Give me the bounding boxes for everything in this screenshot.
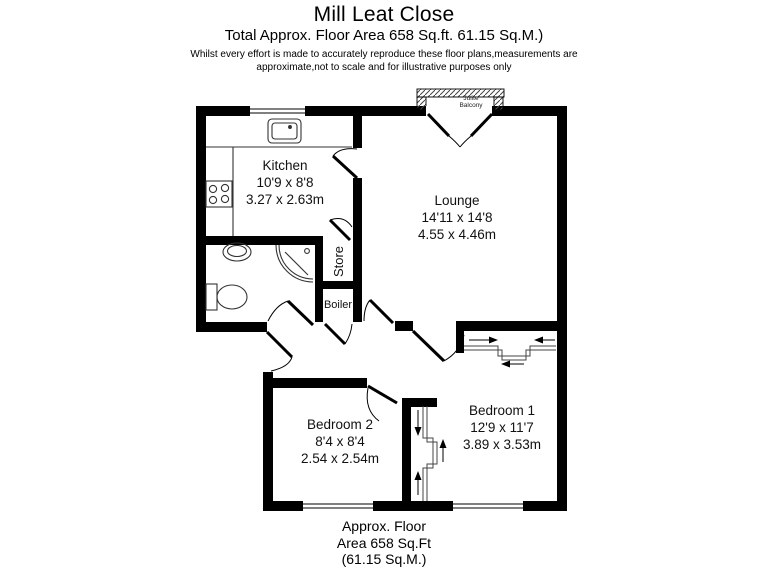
bedroom1-dims-imperial: 12'9 x 11'7 <box>470 420 534 435</box>
lounge-dims-imperial: 14'11 x 14'8 <box>421 210 493 225</box>
disclaimer-line1: Whilst every effort is made to accurately reproduce these floor plans,measurements are <box>190 49 578 60</box>
lounge-label <box>387 192 527 243</box>
page-title: Mill Leat Close <box>313 3 455 26</box>
entrance-door <box>267 332 292 371</box>
boiler-label: Boiler <box>323 299 353 311</box>
wardrobe-top <box>464 337 556 368</box>
kitchen-dims-metric: 3.27 x 2.63m <box>245 192 325 207</box>
slide-arrows-top <box>469 337 555 368</box>
disclaimer-line2: approximate,not to scale and for illustrative purposes only <box>256 61 512 73</box>
washbasin <box>223 243 251 261</box>
bedroom1-label <box>426 402 578 453</box>
bedroom1-dims-metric: 3.89 x 3.53m <box>462 437 542 452</box>
disclaimer <box>0 49 768 74</box>
sink <box>268 119 301 143</box>
balcony-post-right <box>494 97 503 110</box>
wall-wardrobe-stub <box>456 321 464 353</box>
bathroom-fixtures <box>206 243 313 310</box>
wall-bathroom-top <box>206 236 318 245</box>
wall-bathroom-bottom <box>196 322 267 332</box>
page-subtitle: Total Approx. Floor Area 658 Sq.ft. 61.15 Sq.M.) <box>224 27 544 44</box>
bedroom2-name: Bedroom 2 <box>306 417 374 432</box>
wall-bedroom2-top <box>263 378 367 388</box>
lounge-dims-metric: 4.55 x 4.46m <box>417 227 497 242</box>
wall-lounge-bottom-left <box>395 321 413 331</box>
bedroom2-dims-metric: 2.54 x 2.54m <box>300 451 380 466</box>
toilet <box>206 284 247 310</box>
bedroom1-window <box>453 501 523 511</box>
wall-kitchen-right-upper <box>353 116 362 148</box>
balcony-post-left <box>417 97 426 110</box>
store-label: Store <box>331 245 347 277</box>
kitchen-name: Kitchen <box>262 158 308 173</box>
kitchen-window <box>250 106 305 116</box>
store-door <box>330 219 352 240</box>
shower <box>276 245 313 282</box>
bedroom2-dims-imperial: 8'4 x 8'4 <box>315 434 365 449</box>
footer-line1: Approx. Floor <box>341 518 427 534</box>
kitchen-label <box>215 157 355 208</box>
doors <box>267 106 492 421</box>
bedroom2-window <box>303 501 373 511</box>
wall-lounge-bottom-right <box>463 321 567 331</box>
bedroom1-name: Bedroom 1 <box>468 403 536 418</box>
kitchen-dims-imperial: 10'9 x 8'8 <box>256 175 314 190</box>
lounge-door <box>364 300 393 323</box>
bathroom-door <box>268 301 313 325</box>
footer-line3: (61.15 Sq.M.) <box>341 551 427 567</box>
wall-left <box>196 106 206 332</box>
french-doors <box>426 106 492 147</box>
lounge-name: Lounge <box>434 193 480 208</box>
footer-line2: Area 658 Sq.Ft <box>336 534 432 551</box>
boiler-door <box>325 324 352 344</box>
balcony-label: Julite Balcony <box>459 95 483 109</box>
footer-area-note <box>0 518 768 568</box>
bedroom2-label <box>268 416 412 467</box>
